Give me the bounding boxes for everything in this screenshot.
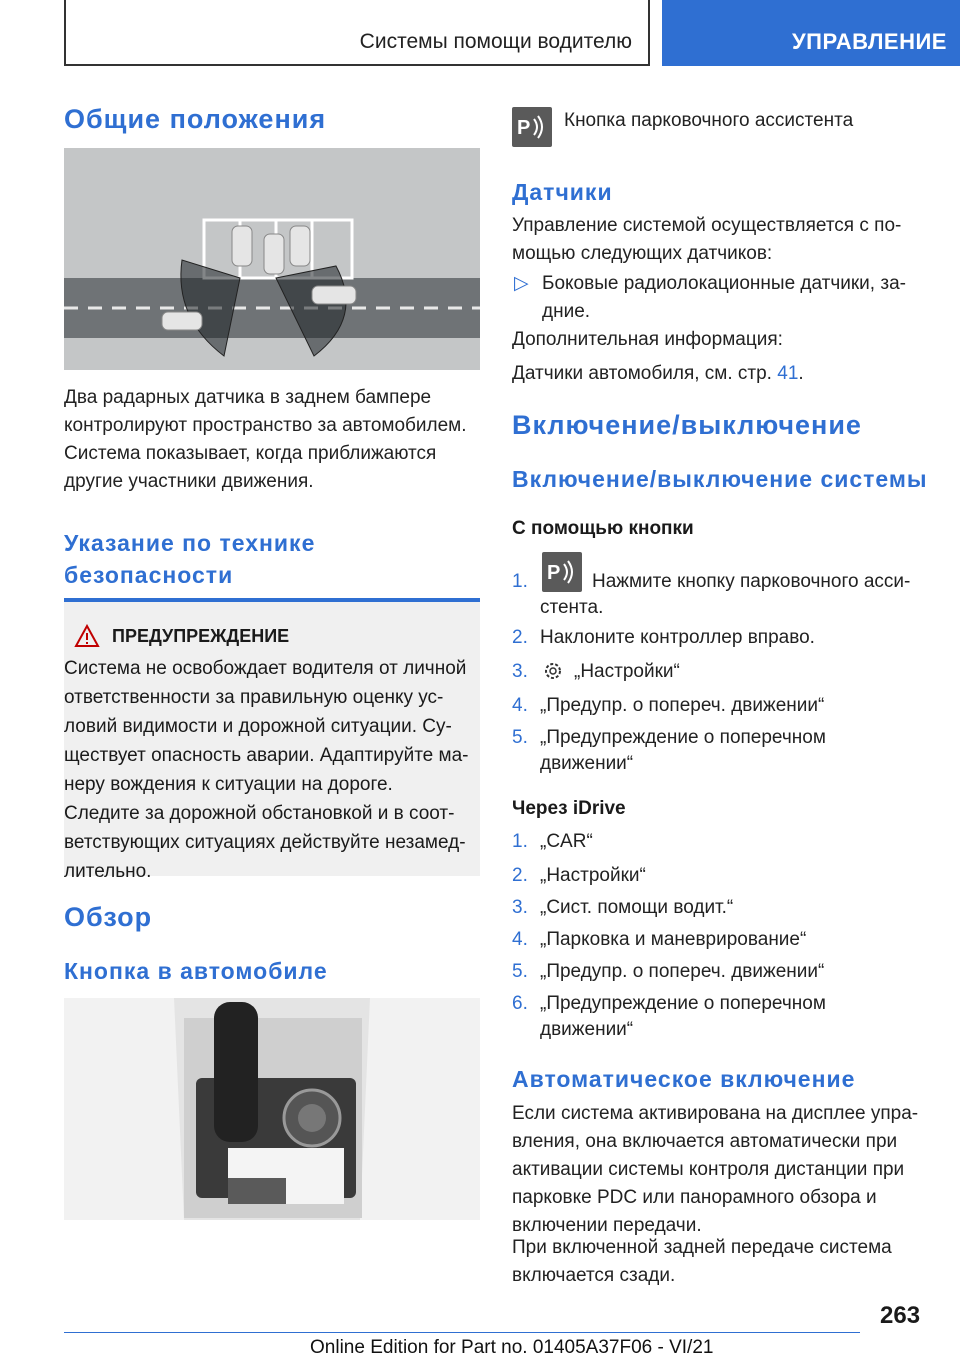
- warning-line: Следите за дорожной обстановкой и в соот-: [64, 803, 455, 824]
- auto-line: Если система активирована на дисплее упра-: [512, 1103, 919, 1124]
- rear-line: При включенной задней передаче система: [512, 1237, 892, 1258]
- reference-text: Датчики автомобиля, см. стр.: [512, 363, 772, 384]
- step-number: 5.: [512, 727, 528, 748]
- heading-safety-line-2: безопасности: [64, 562, 234, 588]
- bullet-line-1: Боковые радиолокационные датчики, за-: [542, 273, 906, 294]
- heading-onoff-system: Включение/выключение системы: [512, 466, 928, 492]
- step-text: „Сист. помощи водит.“: [540, 897, 734, 918]
- list-item: [512, 926, 807, 954]
- step-text: „Настройки“: [540, 865, 646, 886]
- center-console-image: [64, 998, 480, 1220]
- parking-diagram-illustration: [64, 148, 480, 370]
- running-header: [64, 0, 650, 66]
- fig-caption: [64, 384, 480, 440]
- warning-line: лительно.: [64, 861, 152, 882]
- step-number: 1.: [512, 831, 528, 852]
- center-console-illustration: [64, 998, 480, 1220]
- step-number: 5.: [512, 961, 528, 982]
- auto-line: активации системы контроля дистанции при: [512, 1159, 905, 1180]
- step-text-cont: движении“: [540, 1019, 634, 1040]
- step-number: 3.: [512, 897, 528, 918]
- step-number: 2.: [512, 627, 528, 648]
- svg-text:P: P: [517, 117, 531, 139]
- rear-line: включается сзади.: [512, 1265, 676, 1286]
- section-title: Системы помощи водителю: [359, 30, 632, 53]
- sensors-paragraph: [512, 212, 930, 268]
- warning-triangle-icon: [74, 624, 100, 648]
- step-text-cont: стента.: [540, 597, 604, 618]
- caption-line-1: Два радарных датчика в заднем бампере: [64, 387, 432, 408]
- step-number: 2.: [512, 865, 528, 886]
- warning-title: ПРЕДУПРЕЖДЕНИЕ: [112, 626, 290, 646]
- heading-safety: [64, 527, 315, 591]
- step-text: „Предупр. о попереч. движении“: [540, 695, 825, 716]
- parking-assist-icon: [542, 552, 582, 592]
- warning-line: ветствующих ситуациях действуйте незамед-: [64, 832, 466, 853]
- sensors-line-1: Управление системой осуществляется с по-: [512, 215, 902, 236]
- footer-divider: [64, 1332, 860, 1333]
- auto-line: парковке PDC или панорамного обзора и: [512, 1187, 877, 1208]
- auto-paragraph: [512, 1100, 930, 1240]
- list-item: [512, 990, 826, 1040]
- reference-end: .: [798, 363, 804, 384]
- warning-line: ществует опасность аварии. Адаптируйте ма-: [64, 745, 469, 766]
- list-item: [512, 624, 815, 652]
- settings-gear-icon: [542, 660, 564, 682]
- warning-line: Система не освобождает водителя от личной: [64, 658, 467, 679]
- list-item: [512, 894, 734, 922]
- step-number: 4.: [512, 695, 528, 716]
- auto-line: включении передачи.: [512, 1215, 702, 1236]
- heading-safety-line-1: Указание по технике: [64, 530, 316, 556]
- step-text: „Предупр. о попереч. движении“: [540, 961, 825, 982]
- heading-overview: Обзор: [64, 902, 153, 932]
- warning-text: [64, 654, 480, 886]
- heading-auto: Автоматическое включение: [512, 1066, 856, 1092]
- chapter-tab: [662, 0, 960, 66]
- heading-general: Общие положения: [64, 104, 327, 134]
- step-text: „Предупреждение о поперечном: [540, 993, 826, 1014]
- list-item: [512, 724, 930, 774]
- bullet-line-2: дние.: [542, 301, 591, 322]
- sensors-line-2: мощью следующих датчиков:: [512, 243, 773, 264]
- heading-via-button: С помощью кнопки: [512, 518, 694, 539]
- bullet-triangle-icon: ▷: [514, 273, 529, 294]
- rear-paragraph: [512, 1234, 930, 1290]
- step-text: „CAR“: [540, 831, 593, 852]
- page-number: 263: [880, 1302, 921, 1329]
- list-item: [512, 692, 825, 720]
- step-number: 4.: [512, 929, 528, 950]
- parking-diagram-image: [64, 148, 480, 370]
- step-number: 6.: [512, 993, 528, 1014]
- step-text: „Настройки“: [574, 661, 680, 682]
- warning-line: неру вождения к ситуации на дороге.: [64, 774, 393, 795]
- warning-box: [64, 598, 480, 882]
- svg-text:P: P: [547, 562, 561, 584]
- warning-line: ответственности за правильную оценку ус-: [64, 687, 444, 708]
- list-item: [512, 658, 680, 686]
- step-text: Нажмите кнопку парковочного асси-: [592, 571, 911, 592]
- parking-assist-button-legend: [512, 107, 930, 149]
- heading-button-in-car: Кнопка в автомобиле: [64, 958, 328, 984]
- paragraph-line-1: Система показывает, когда приближаются: [64, 443, 437, 464]
- chapter-title: УПРАВЛЕНИЕ: [792, 29, 947, 54]
- parking-assist-icon: [512, 107, 552, 147]
- list-item: [512, 958, 825, 986]
- footer-edition: Online Edition for Part no. 01405A37F06 - VI/21: [310, 1337, 714, 1358]
- more-info: Дополнительная информация:: [512, 329, 783, 350]
- page-link[interactable]: 41: [777, 363, 799, 384]
- step-number: 3.: [512, 661, 528, 682]
- warning-line: ловий видимости и дорожной ситуации. Су-: [64, 716, 452, 737]
- heading-sensors: Датчики: [512, 179, 613, 205]
- heading-via-idrive: Через iDrive: [512, 798, 626, 819]
- step-text: „Предупреждение о поперечном: [540, 727, 826, 748]
- list-item: [512, 862, 646, 890]
- heading-onoff: Включение/выключение: [512, 410, 862, 440]
- list-item: [512, 828, 593, 856]
- caption-line-2: контролируют пространство за автомобилем.: [64, 415, 467, 436]
- step-text-cont: движении“: [540, 753, 634, 774]
- paragraph-line-2: другие участники движения.: [64, 471, 314, 492]
- auto-line: вления, она включается автоматически при: [512, 1131, 898, 1152]
- step-text: Наклоните контроллер вправо.: [540, 627, 815, 648]
- step-text: „Парковка и маневрирование“: [540, 929, 807, 950]
- step-number: 1.: [512, 571, 528, 592]
- sensors-reference: [512, 360, 804, 388]
- button-label: Кнопка парковочного ассистента: [564, 110, 854, 131]
- paragraph-approach: [64, 440, 480, 496]
